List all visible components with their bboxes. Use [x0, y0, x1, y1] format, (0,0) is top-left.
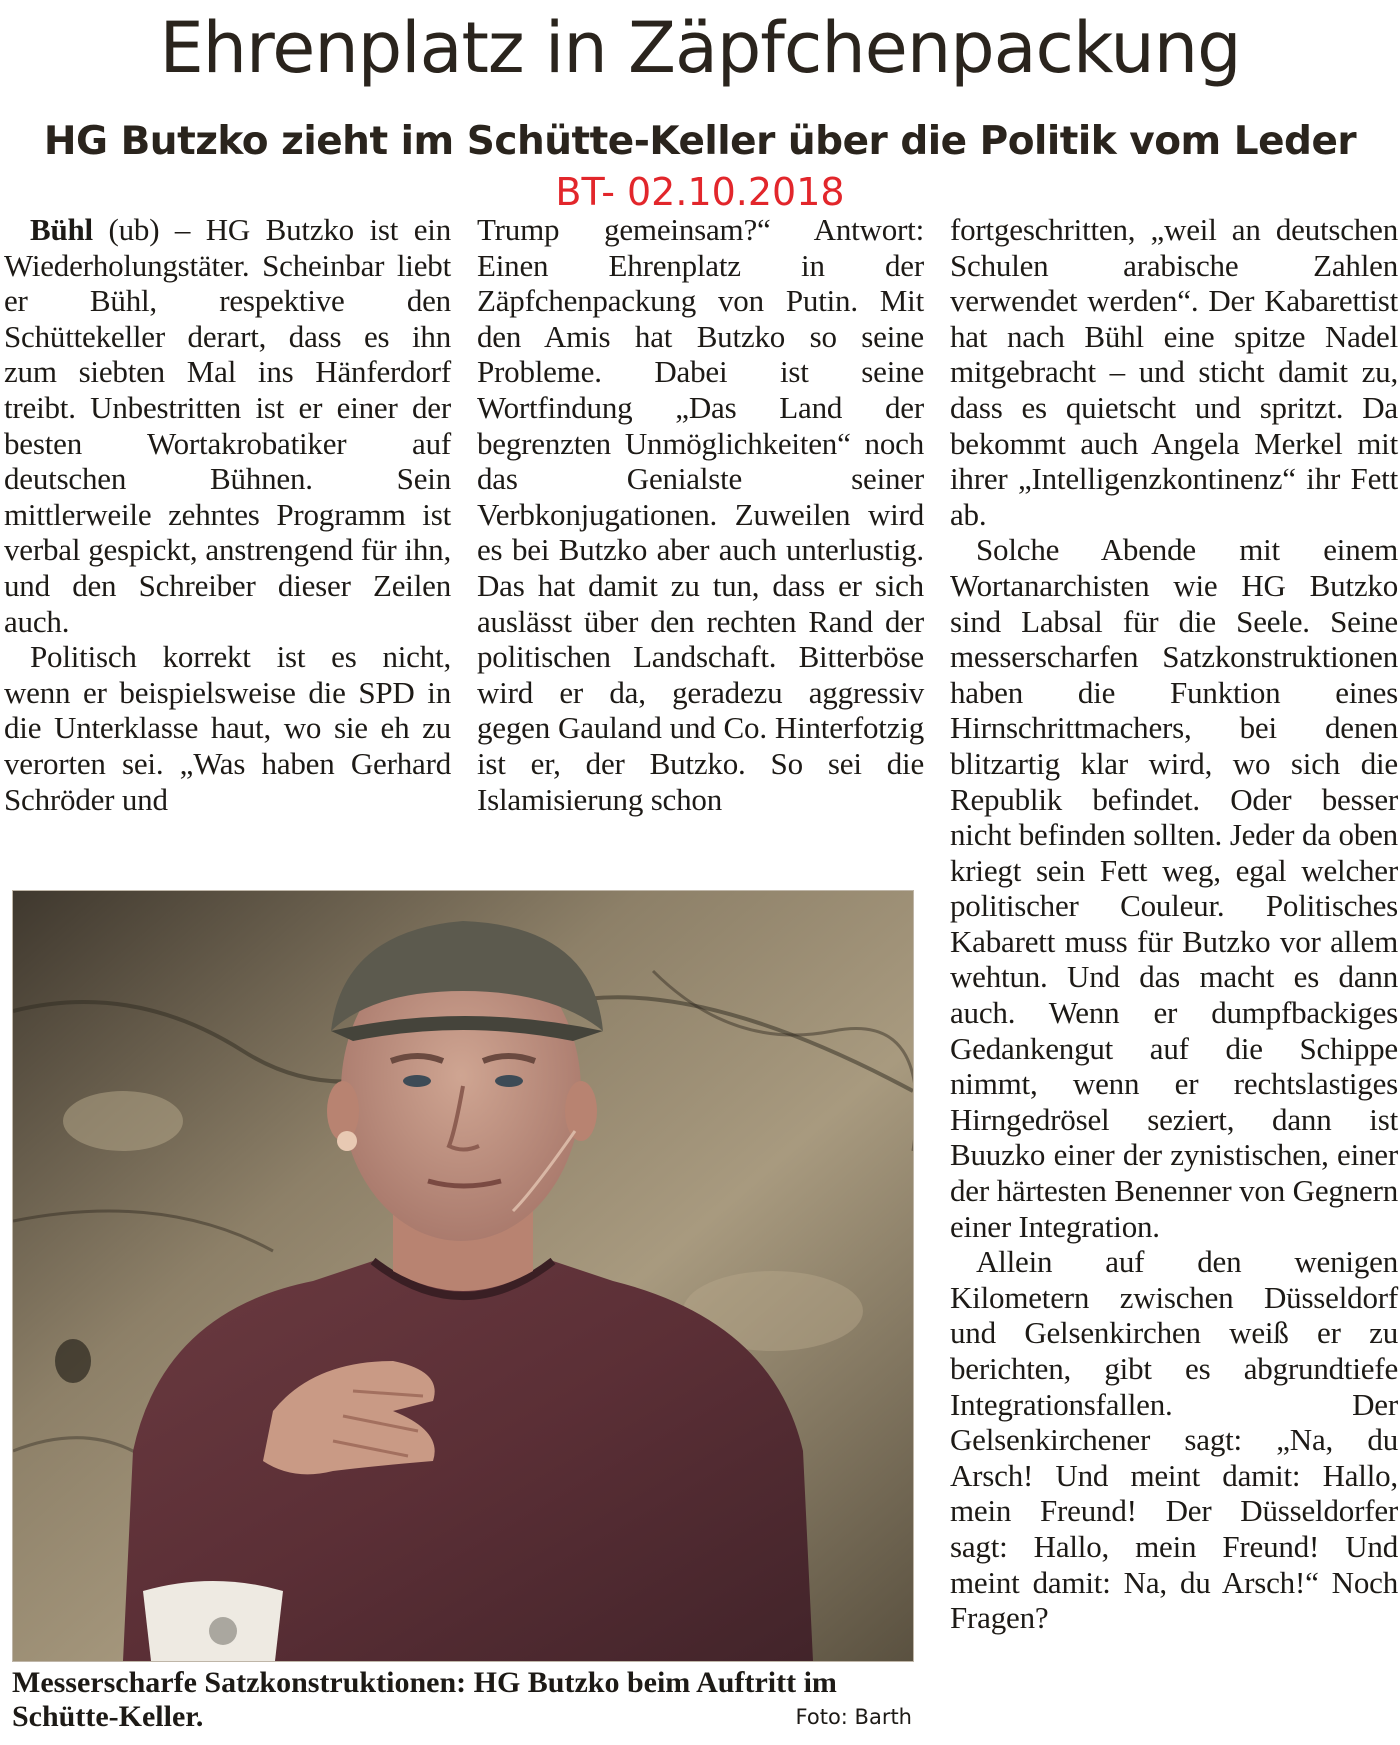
photo-credit: Foto: Barth: [795, 1705, 912, 1729]
performer-photo-illustration: [13, 891, 913, 1661]
paragraph: Politisch korrekt ist es nicht, wenn er beispielsweise die SPD in die Unterklasse haut, wo sie eh zu verorten sei. „Was haben Gerhard Schröder und: [4, 639, 451, 817]
paragraph: fortgeschritten, „weil an deutschen Schulen arabische Zahlen verwendet werden“. Der Kabarettist hat nach Bühl eine spitze Nadel mitgebracht – und sticht damit zu, dass es quietscht und spritzt. Da bekommt auch Angela Merkel mit ihrer „Intelligenzkontinenz“ ihr Fett ab.: [950, 212, 1398, 532]
dateline: Bühl: [30, 212, 93, 247]
article-column-2: [477, 212, 924, 817]
photo-caption: Messerscharfe Satzkonstruktionen: HG Butzko beim Auftritt im Schütte-Keller.: [12, 1666, 837, 1733]
article-column-3: [950, 212, 1398, 1636]
article-photo: [12, 890, 914, 1662]
paragraph: [4, 212, 451, 639]
paragraph: Solche Abende mit einem Wortanarchisten wie HG Butzko sind Labsal für die Seele. Seine messerscharfen Satzkonstruktionen haben die Funktion eines Hirnschrittmachers, bei denen blitzartig klar wird, wo sich die Republik befindet. Oder besser nicht befinden sollten. Jeder da oben kriegt sein Fett weg, egal welcher politischer Couleur. Politisches Kabarett muss für Butzko vor allem wehtun. Und das macht es dann auch. Wenn er dumpfbackiges Gedankengut auf die Schippe nimmt, wenn er rechtslastiges Hirngedrösel seziert, dann ist Buuzko einer der zynistischen, einer der härtesten Benenner von Gegnern einer Integration.: [950, 532, 1398, 1244]
date-stamp: BT- 02.10.2018: [555, 170, 845, 214]
article-column-1: [4, 212, 451, 817]
paragraph: Allein auf den wenigen Kilometern zwischen Düsseldorf und Gelsenkirchen weiß er zu berichten, gibt es abgrundtiefe Integrationsfallen. Der Gelsenkirchener sagt: „Na, du Arsch! Und meint damit: Hallo, mein Freund! Der Düsseldorfer sagt: Hallo, mein Freund! Und meint damit: Na, du Arsch!“ Noch Fragen?: [950, 1244, 1398, 1636]
paragraph-text: (ub) – HG Butzko ist ein Wiederholungstäter. Scheinbar liebt er Bühl, respektive den Schüttekeller derart, dass es ihn zum siebten Mal ins Hänferdorf treibt. Unbestritten ist er einer der besten Wortakrobatiker auf deutschen Bühnen. Sein mittlerweile zehntes Programm ist verbal gespickt, anstrengend für ihn, und den Schreiber dieser Zeilen auch.: [4, 212, 451, 639]
headline: Ehrenplatz in Zäpfchenpackung: [159, 7, 1241, 89]
subheadline: HG Butzko zieht im Schütte-Keller über die Politik vom Leder: [43, 119, 1357, 164]
paragraph: Trump gemeinsam?“ Antwort: Einen Ehrenplatz in der Zäpfchenpackung von Putin. Mit den Amis hat Butzko so seine Probleme. Dabei ist seine Wortfindung „Das Land der begrenzten Unmöglichkeiten“ noch das Genialste seiner Verbkonjugationen. Zuweilen wird es bei Butzko aber auch unterlustig. Das hat damit zu tun, dass er sich auslässt über den rechten Rand der politischen Landschaft. Bitterböse wird er da, geradezu aggressiv gegen Gauland und Co. Hinterfotzig ist er, der Butzko. So sei die Islamisierung schon: [477, 212, 924, 817]
